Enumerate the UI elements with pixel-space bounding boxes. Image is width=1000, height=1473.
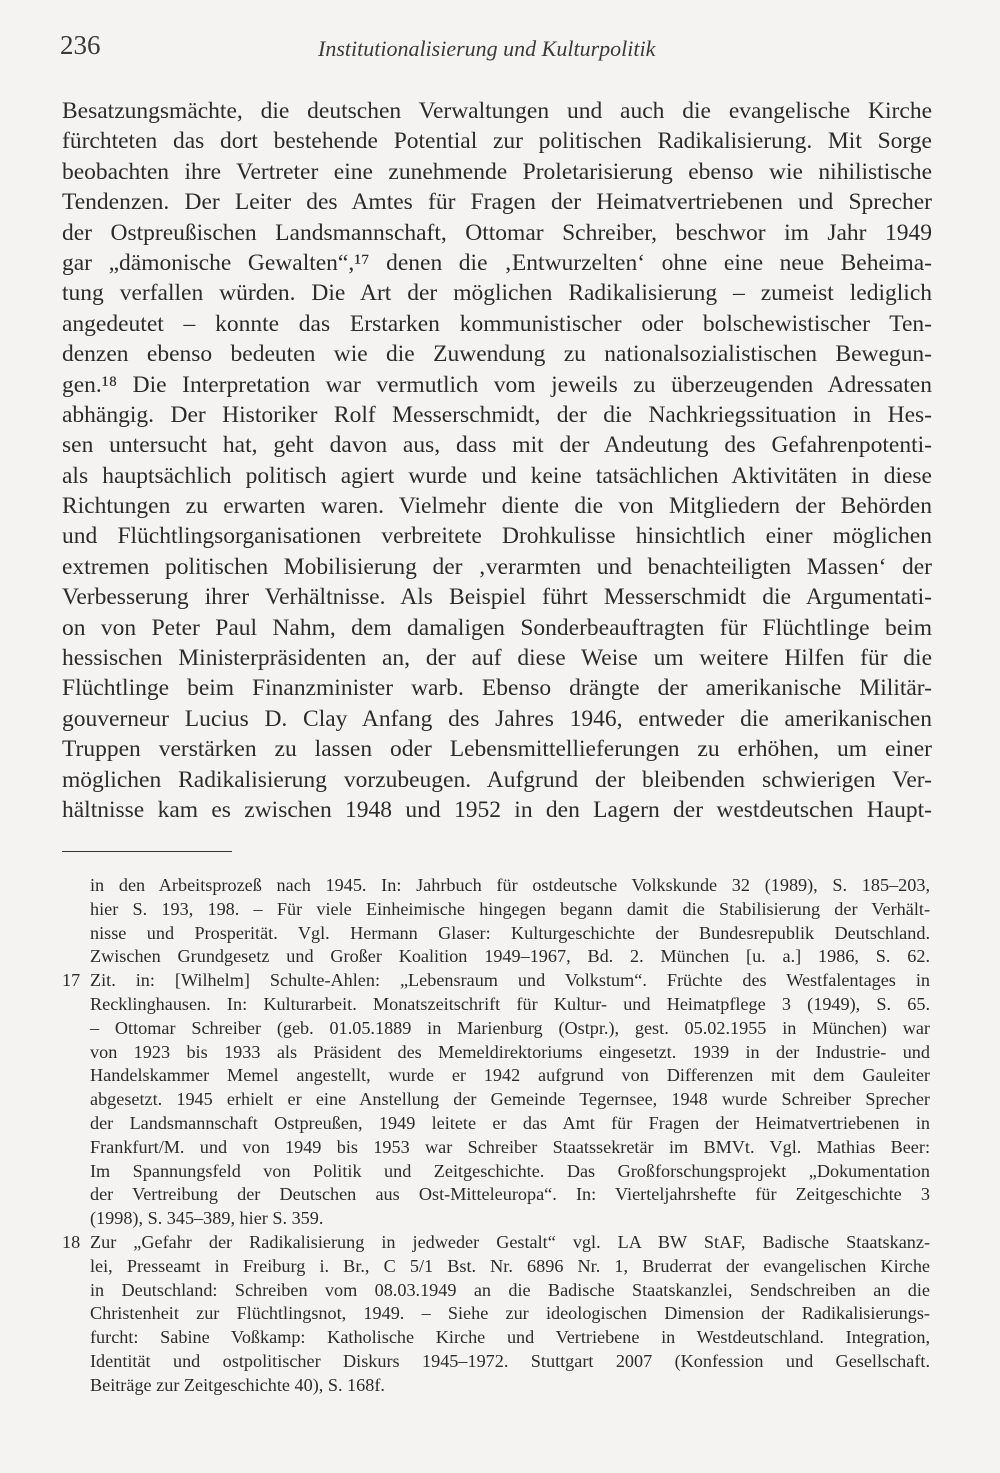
body-line: on von Peter Paul Nahm, dem damaligen Sonderbeauftragten für Flüchtlinge beim: [62, 614, 932, 641]
body-line: denzen ebenso bedeuten wie die Zuwendung zu nationalsozialistischen Bewegun-: [62, 341, 932, 368]
body-line: und Flüchtlingsorganisationen verbreitete Drohkulisse hinsichtlich einer möglichen: [62, 523, 932, 550]
footnote-line: [62, 874, 930, 898]
body-line: der Ostpreußischen Landsmannschaft, Ottomar Schreiber, beschwor im Jahr 1949: [62, 219, 932, 246]
footnote-text: Zwischen Grundgesetz und Großer Koalition 1949–1967, Bd. 2. München [u. a.] 1986, S. 62.: [90, 946, 930, 967]
footnote-text: – Ottomar Schreiber (geb. 01.05.1889 in Marienburg (Ostpr.), gest. 05.02.1955 in München) war: [90, 1017, 930, 1038]
body-line: Flüchtlinge beim Finanzminister warb. Ebenso drängte der amerikanische Militär-: [62, 675, 932, 702]
footnote-line: [62, 1088, 930, 1112]
body-line: Truppen verstärken zu lassen oder Lebensmittellieferungen zu erhöhen, um einer: [62, 736, 932, 763]
body-line: möglichen Radikalisierung vorzubeugen. Aufgrund der bleibenden schwierigen Ver-: [62, 766, 932, 793]
footnote-line: [62, 898, 930, 922]
footnote-text: Christenheit zur Flüchtlingsnot, 1949. – Siehe zur ideologischen Dimension der Radikalisierungs-: [90, 1303, 930, 1324]
footnote-text: Handelskammer Memel angestellt, wurde er 1942 aufgrund von Differenzen mit dem Gauleiter: [90, 1065, 930, 1086]
footnote-text: von 1923 bis 1933 als Präsident des Memeldirektoriums eingesetzt. 1939 in der Industrie- und: [90, 1041, 930, 1062]
body-line: gar „dämonische Gewalten“,¹⁷ denen die ‚Entwurzelten‘ ohne eine neue Beheima-: [62, 249, 932, 276]
body-line: Tendenzen. Der Leiter des Amtes für Fragen der Heimatvertriebenen und Sprecher: [62, 189, 932, 216]
body-text: [62, 96, 932, 825]
footnote-line: [62, 1017, 930, 1041]
body-line: hältnisse kam es zwischen 1948 und 1952 in den Lagern der westdeutschen Haupt-: [62, 796, 932, 823]
footnote-line: [62, 922, 930, 946]
page-number: 236: [60, 30, 101, 60]
body-line: beobachten ihre Vertreter eine zunehmende Proletarisierung ebenso wie nihilistische: [62, 158, 932, 185]
body-line: sen untersucht hat, geht davon aus, dass mit der Andeutung des Gefahrenpotenti-: [62, 432, 932, 459]
body-line: Verbesserung ihrer Verhältnisse. Als Beispiel führt Messerschmidt die Argumentati-: [62, 584, 932, 611]
footnote-line: [62, 1350, 930, 1374]
footnote-text: abgesetzt. 1945 erhielt er eine Anstellung der Gemeinde Tegernsee, 1948 wurde Schreiber Sprecher: [90, 1089, 930, 1110]
body-line: gouverneur Lucius D. Clay Anfang des Jahres 1946, entweder die amerikanischen: [62, 705, 932, 732]
footnote-line: [62, 993, 930, 1017]
footnote-text: lei, Presseamt in Freiburg i. Br., C 5/1 Bst. Nr. 6896 Nr. 1, Bruderrat der evangelischen Kirche: [90, 1255, 930, 1276]
footnote-text: Recklinghausen. In: Kulturarbeit. Monatszeitschrift für Kultur- und Heimatpflege 3 (1949), S. 65.: [90, 993, 930, 1014]
footnote-text: der Landsmannschaft Ostpreußen, 1949 leitete er das Amt für Fragen der Heimatvertriebenen in: [90, 1112, 930, 1133]
footnote-separator: [62, 851, 232, 852]
footnote-text: furcht: Sabine Voßkamp: Katholische Kirche und Vertriebene in Westdeutschland. Integration,: [90, 1327, 930, 1348]
body-line: gen.¹⁸ Die Interpretation war vermutlich vom jeweils zu überzeugenden Adressaten: [62, 371, 932, 398]
footnote-text: in den Arbeitsprozeß nach 1945. In: Jahrbuch für ostdeutsche Volkskunde 32 (1989), S. 185–203,: [90, 875, 930, 895]
body-line: fürchteten das dort bestehende Potential zur politischen Radikalisierung. Mit Sorge: [62, 128, 932, 155]
footnote-line: [62, 945, 930, 969]
footnote-line: [62, 1231, 930, 1255]
page-header: [60, 30, 940, 70]
footnote-line: [62, 1279, 930, 1303]
running-title: Institutionalisierung und Kulturpolitik: [318, 36, 656, 61]
footnote-text: Identität und ostpolitischer Diskurs 1945–1972. Stuttgart 2007 (Konfession und Gesellschaft.: [90, 1350, 930, 1371]
body-line: extremen politischen Mobilisierung der ‚verarmten und benachteiligten Massen‘ der: [62, 553, 932, 580]
footnote-line: [62, 1207, 930, 1231]
footnote-text: Zur „Gefahr der Radikalisierung in jedweder Gestalt“ vgl. LA BW StAF, Badische Staatskanz-: [90, 1231, 930, 1252]
footnote-line: [62, 969, 930, 993]
footnote-line: [62, 1041, 930, 1065]
footnote-line: [62, 1302, 930, 1326]
footnote-text: Frankfurt/M. und von 1949 bis 1953 war Schreiber Staatssekretär im BMVt. Vgl. Mathias Beer:: [90, 1136, 930, 1157]
footnote-text: Im Spannungsfeld von Politik und Zeitgeschichte. Das Großforschungsprojekt „Dokumentation: [90, 1160, 930, 1181]
footnote-line: [62, 1160, 930, 1184]
footnote-text: hier S. 193, 198. – Für viele Einheimische hingegen begann damit die Stabilisierung der Verhält-: [90, 898, 930, 919]
footnote-line: [62, 1326, 930, 1350]
footnote-line: [62, 1112, 930, 1136]
body-line: Richtungen zu erwarten waren. Vielmehr diente die von Mitgliedern der Behörden: [62, 493, 932, 520]
footnote-text: der Vertreibung der Deutschen aus Ost-Mitteleuropa“. In: Vierteljahrshefte für Zeitgeschichte 3: [90, 1184, 930, 1205]
footnote-line: [62, 1374, 930, 1398]
footnote-text: Zit. in: [Wilhelm] Schulte-Ahlen: „Lebensraum und Volkstum“. Früchte des Westfalentages in: [90, 970, 930, 991]
footnote-text: in Deutschland: Schreiben vom 08.03.1949 an die Badische Staatskanzlei, Sendschreiben an die: [90, 1279, 930, 1300]
footnote-line: [62, 1255, 930, 1279]
footnote-line: [62, 1064, 930, 1088]
footnote-number: 18: [62, 1231, 81, 1252]
body-line: angedeutet – konnte das Erstarken kommunistischer oder bolschewistischer Ten-: [62, 310, 932, 337]
body-line: hessischen Ministerpräsidenten an, der auf diese Weise um weitere Hilfen für die: [62, 645, 932, 672]
footnotes: [62, 874, 930, 1398]
body-line: Besatzungsmächte, die deutschen Verwaltungen und auch die evangelische Kirche: [62, 98, 932, 124]
footnote-line: [62, 1136, 930, 1160]
body-line: tung verfallen würden. Die Art der möglichen Radikalisierung – zumeist lediglich: [62, 280, 932, 307]
footnote-text: nisse und Prosperität. Vgl. Hermann Glaser: Kulturgeschichte der Bundesrepublik Deutschland.: [90, 922, 930, 943]
footnote-text: (1998), S. 345–389, hier S. 359.: [90, 1208, 324, 1229]
footnote-text: Beiträge zur Zeitgeschichte 40), S. 168f.: [90, 1374, 385, 1395]
body-line: abhängig. Der Historiker Rolf Messerschmidt, der die Nachkriegssituation in Hes-: [62, 401, 932, 428]
body-line: als hauptsächlich politisch agiert wurde und keine tatsächlichen Aktivitäten in diese: [62, 462, 932, 489]
footnote-number: 17: [62, 970, 81, 991]
footnote-line: [62, 1183, 930, 1207]
